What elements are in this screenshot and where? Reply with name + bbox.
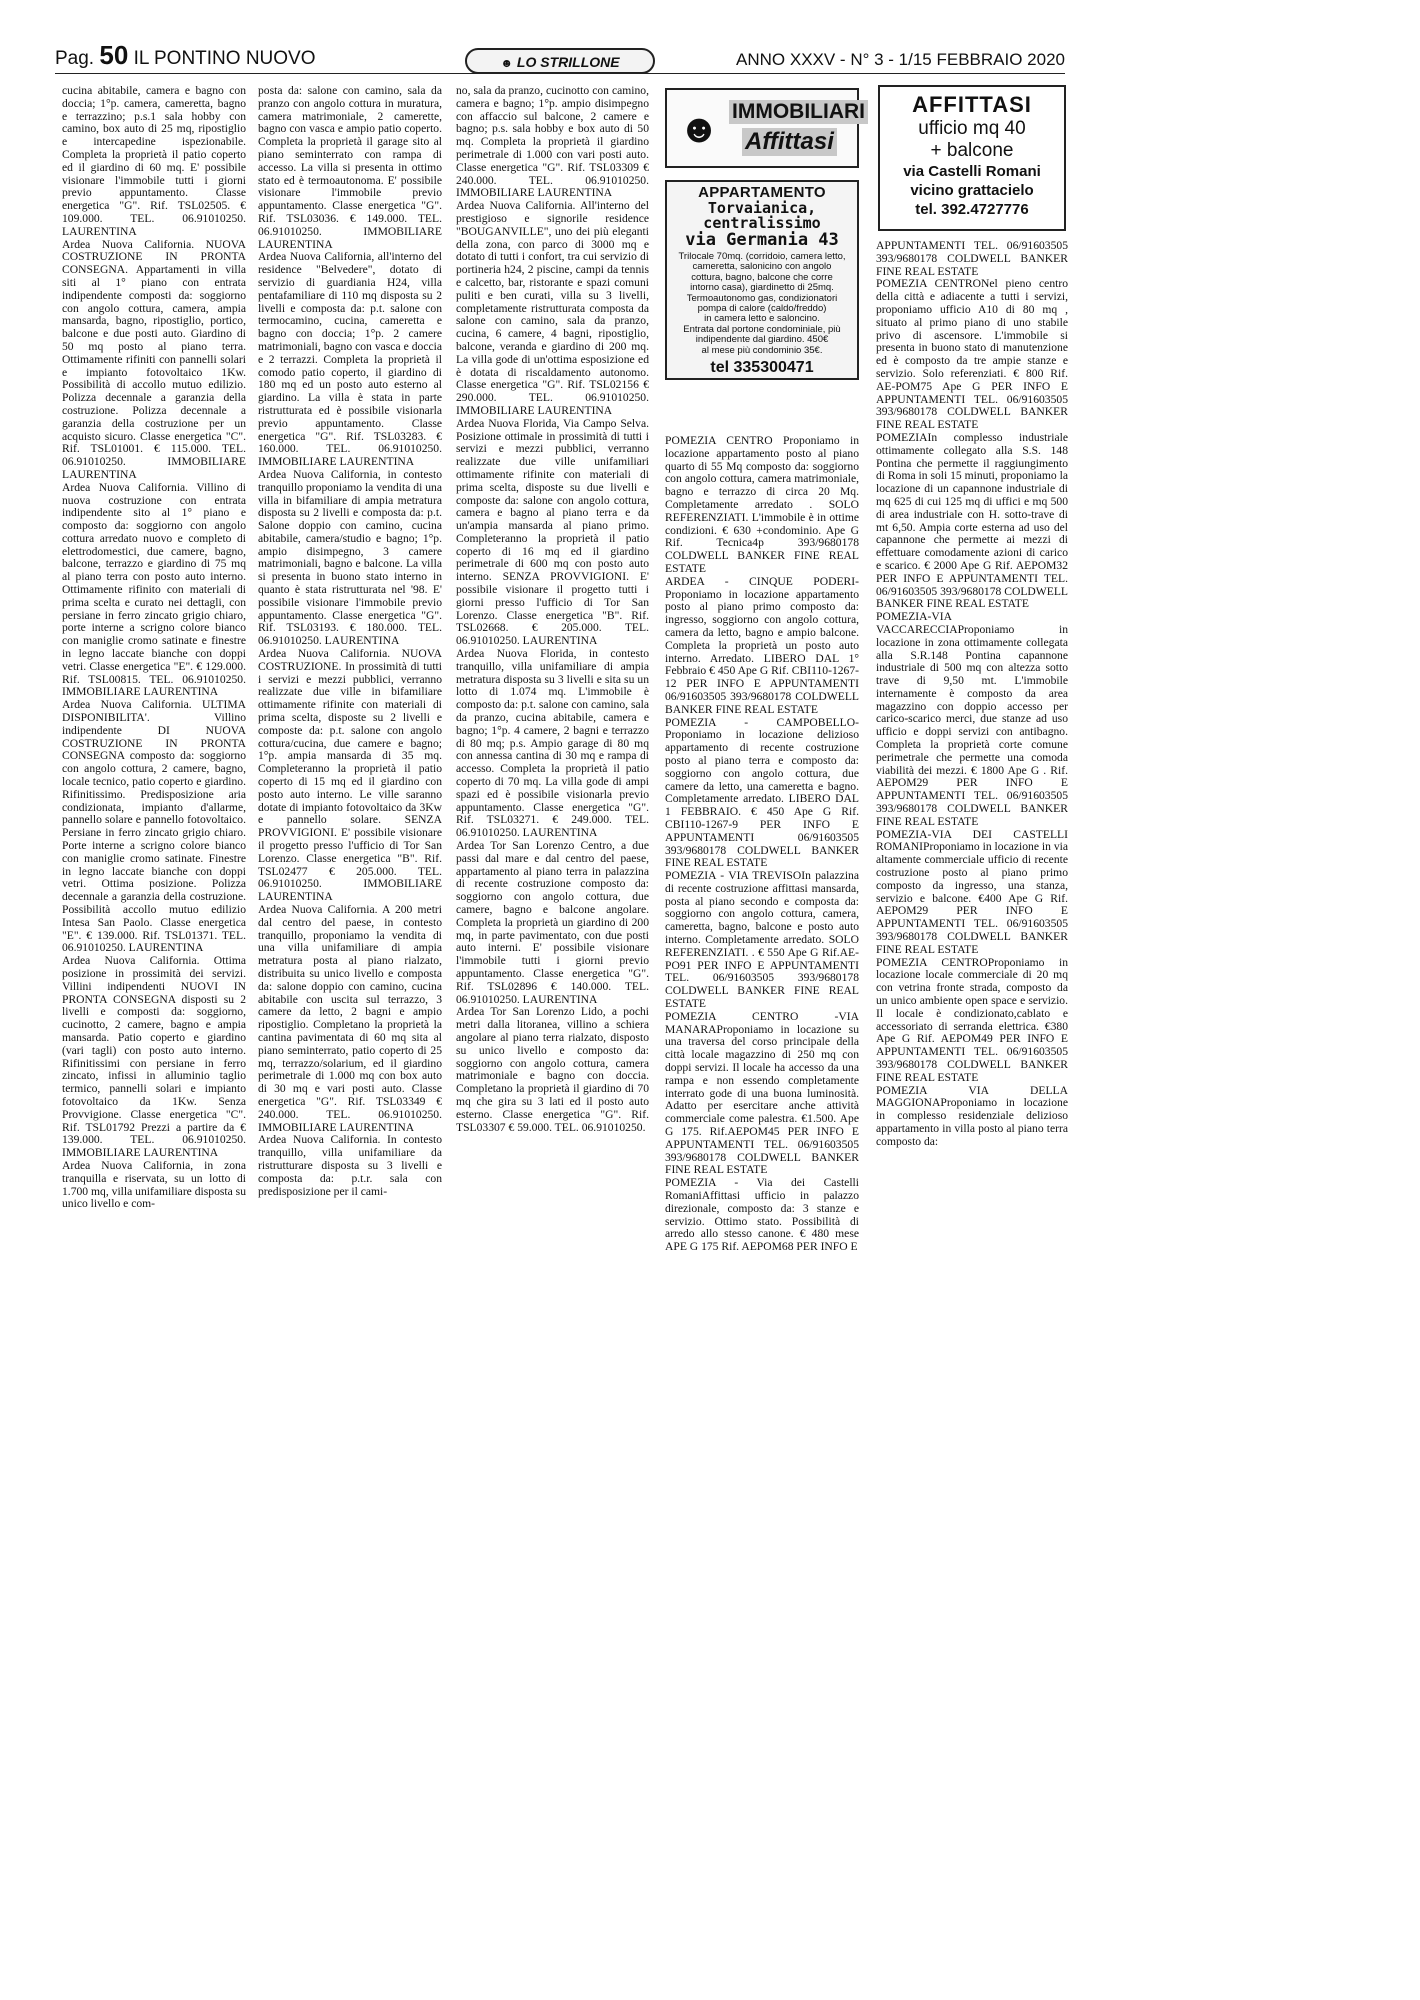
- strillone-logo: [465, 48, 655, 74]
- immobiliari-affittasi-banner: [665, 88, 865, 168]
- ad-phone: tel. 392.4727776: [915, 201, 1029, 218]
- ad-line-4: via Castelli Romani: [903, 163, 1041, 180]
- issue-info: ANNO XXXV - N° 3 - 1/15 FEBBRAIO 2020: [736, 50, 1065, 69]
- ad-description: Trilocale 70mq. (corridoio, camera letto, cameretta, salonicino con angolo cottura, bagno, balcone che corre intorno casa), giardinetto di 25mq. Termoautonomo gas, condizionatori pompa di calore (caldo/freddo) in camera letto e saloncino. Entrata dal portone condominiale, più indipendente dal giardino. 450€ al mese più condominio 35€.: [678, 251, 846, 356]
- ad-line-5: vicino grattacielo: [910, 182, 1034, 199]
- article-column-3: no, sala da pranzo, cucinotto con camino, camera e bagno; 1°p. ampio disimpegno con affaccio sul balcone, 2 camere e bagno; p.s. sala hobby e box auto di 50 mq. Completa la proprietà il giardino perimetrale di 1.000 con vari posti auto. Classe energetica "G". Rif. TSL03309 € 240.000. TEL. 06.91010250. IMMOBILIARE LAURENTINA Ardea Nuova California. All'interno del prestigioso e signorile residence "BOUGANVILLE", uno dei più eleganti della zona, con parco di 3000 mq e dotato di tutti i confort, tra cui servizio di portineria h24, 2 piscine, campi da tennis e calcetto, bar, ristorante e spazi comuni puliti e ben curati, villa su 3 livelli, completamente ristrutturata composta da salone con camino, sala da pranzo, cucina, 6 camere, 4 bagni, ripostiglio, balcone, veranda e giardino di 200 mq. La villa gode di un'ottima esposizione ed è dotata di riscaldamento autonomo. Classe energetica "G". Rif. TSL02156 € 290.000. TEL. 06.91010250. IMMOBILIARE LAURENTINA Ardea Nuova Florida, Via Campo Selva. Posizione ottimale in prossimità di tutti i servizi e mezzi pubblici, verranno realizzate due ville unifamiliari ottimamente rifinite con materiali di prima scelta, disposte su due livelli e composte da: salone con angolo cottura, camera e bagno al piano terra e da un'ampia mansarda al piano primo. Completeranno la proprietà il patio coperto di 16 mq ed il giardino perimetrale di 600 mq con posto auto interno. SENZA PROVVIGIONI. E' possibile visionare il progetto tutti i giorni presso l'ufficio di Tor San Lorenzo. Classe energetica "B". Rif. TSL02668. € 205.000. TEL. 06.91010250. LAURENTINA Ardea Nuova Florida, in contesto tranquillo, villa unifamiliare di ampia metratura disposta su 3 livelli e sita su un lotto di 1.074 mq. L'immobile è composto da: p.t. salone con camino, sala da pranzo, cucina abitabile, camera e bagno; 1°p. 4 camere, 2 bagni e terrazzo di 80 mq; p.s. Ampio garage di 80 mq con annessa cantina di 30 mq e rampa di accesso. Completa la proprietà il patio coperto di 70 mq. La villa gode di ampi spazi ed è possibile visionarla previo appuntamento. Classe energetica "G". Rif. TSL03271. € 249.000. TEL. 06.91010250. LAURENTINA Ardea Tor San Lorenzo Centro, a due passi dal mare e dal centro del paese, appartamento al piano terra in palazzina di recente costruzione composto da: soggiorno con angolo cottura, due camere, bagno e balcone angolare. Completa la proprietà un giardino di 200 mq, in parte pavimentato, con due posti auto interni. E' possibile visionare l'immobile tutti i giorni previo appuntamento. Classe energetica "G". Rif. TSL02896 € 140.000. TEL. 06.91010250. LAURENTINA Ardea Tor San Lorenzo Lido, a pochi metri dalla litoranea, villino a schiera angolare al piano terra rialzato, disposto su unico livello e composto da: soggiorno con angolo cottura, camera matrimoniale e bagno con doccia. Completano la proprietà il giardino di 70 mq che gira su 3 lati ed il posto auto esterno. Classe energetica "G". Rif. TSL03307 € 59.000. TEL. 06.91010250.: [456, 85, 649, 1134]
- page-number: 50: [99, 40, 129, 70]
- banner-subtitle: Affittasi: [742, 128, 837, 156]
- page-label: Pag.: [55, 48, 95, 69]
- ad-heading: AFFITTASI: [912, 92, 1032, 117]
- newsboy-figure-icon: ☻: [677, 106, 721, 151]
- article-column-2: posta da: salone con camino, sala da pranzo con angolo cottura in muratura, camera matrimoniale, 2 camerette, bagno con vasca e ampio patio coperto. Completa la proprietà il garage sito al piano seminterrato con rampa di accesso. La villa si presenta in ottimo stato ed è termoautonoma. E' possibile visionare l'immobile previo appuntamento. Classe energetica "G". Rif. TSL03036. € 149.000. TEL. 06.91010250. IMMOBILIARE LAURENTINA Ardea Nuova California, all'interno del residence "Belvedere", dotato di servizio di guardiania H24, villa pentafamiliare di 110 mq disposta su 2 livelli e composta da: p.t. salone con termocamino, cucina, cameretta e bagno con doccia; 1°p. 2 camere matrimoniali, bagno con vasca e doccia e 2 terrazzi. Completa la proprietà il comodo patio coperto, il giardino di 180 mq ed un posto auto esterno al giardino. La villa è stata in parte ristrutturata ed è possibile visionarla previo appuntamento. Classe energetica "G". Rif. TSL03283. € 160.000. TEL. 06.91010250. IMMOBILIARE LAURENTINA Ardea Nuova California, in contesto tranquillo proponiamo la vendita di una villa in bifamiliare di ampia metratura disposta su 2 livelli e composta da: p.t. Salone doppio con camino, cucina abitabile, camera/studio e bagno; 1°p. ampio disimpegno, 3 camere matrimoniali, bagno e balcone. La villa si presenta in buono stato interno in quanto è stata ristrutturata nel '98. E' possibile visionare l'immobile previo appuntamento. Classe energetica "G". Rif. TSL03193. € 180.000. TEL. 06.91010250. LAURENTINA Ardea Nuova California. NUOVA COSTRUZIONE. In prossimità di tutti i servizi e mezzi pubblici, verranno realizzate due ville in bifamiliare ottimamente rifinite con materiali di prima scelta, disposte su 2 livelli e composte da: p.t. salone con angolo cottura/cucina, due camere e bagno; 1°p. ampia mansarda di 35 mq. Completeranno la proprietà il patio coperto di 15 mq ed il giardino con posto auto interno. Le ville saranno dotate di impianto fotovoltaico da 3Kw e pannello solare. SENZA PROVVIGIONI. E' possibile visionare il progetto presso l'ufficio di Tor San Lorenzo. Classe energetica "B". Rif. TSL02477 € 205.000. TEL. 06.91010250. IMMOBILIARE LAURENTINA Ardea Nuova California. A 200 metri dal centro del paese, in contesto tranquillo, proponiamo la vendita di una villa unifamiliare di ampia metratura posta al piano rialzato, distribuita su unico livello e composta da: salone doppio con camino, cucina abitabile con uscita sul terrazzo, 3 camere da letto, 2 bagni e ampio ripostiglio. Completano la proprietà la cantina pavimentata di 60 mq sita al piano seminterrato, patio coperto di 25 mq, terrazzo/solarium, ed il giardino perimetrale di 1.000 mq con box auto di 30 mq e vari posti auto. Classe energetica "G". Rif. TSL03349 € 240.000. TEL. 06.91010250. IMMOBILIARE LAURENTINA Ardea Nuova California. In contesto tranquillo, villa unifamiliare da ristrutturare disposta su 3 livelli e composta da: p.t.r. sala con predisposizione per il cami-: [258, 85, 442, 1198]
- article-column-1: cucina abitabile, camera e bagno con doccia; 1°p. camera, cameretta, bagno e terrazzino; p.s.1 sala hobby con camino, box auto di 25 mq, ripostiglio e intercapedine ispezionabile. Completa la proprietà il patio coperto ed il giardino di 60 mq. E' possibile visionare l'immobile tutti i giorni previo appuntamento. Classe energetica "G". Rif. TSL02505. € 109.000. TEL. 06.91010250. LAURENTINA Ardea Nuova California. NUOVA COSTRUZIONE IN PRONTA CONSEGNA. Appartamenti in villa siti al 1° piano con entrata indipendente composti da: soggiorno con angolo cottura, camera, ampia mansarda, bagno, ripostiglio, portico, balcone e due posti auto. Giardino di 50 mq posto al piano terra. Ottimamente rifiniti con pannelli solari e impianto fotovoltaico 1Kw. Possibilità di accollo mutuo edilizio. Polizza decennale a garanzia della costruzione. Polizza decennale a garanzia della costruzione per un acquisto sicuro. Classe energetica "C". Rif. TSL01001. € 115.000. TEL. 06.91010250. IMMOBILIARE LAURENTINA Ardea Nuova California. Villino di nuova costruzione con entrata indipendente sito al 1° piano e composto da: soggiorno con angolo cottura arredato nuovo e completo di elettrodomestici, due camere, bagno, balcone, terrazzo e giardino di 75 mq al piano terra con posto auto interno. Ottimamente rifinito con materiali di prima scelta e curato nei dettagli, con persiane in ferro zincato grigio chiaro, porte interne a scrigno colore bianco con maniglie cromo satinate e finestre in legno laccate bianche con doppi vetri. Classe energetica "E". € 129.000. Rif. TSL00815. TEL. 06.91010250. IMMOBILIARE LAURENTINA Ardea Nuova California. ULTIMA DISPONIBILITA'. Villino indipendente DI NUOVA COSTRUZIONE IN PRONTA CONSEGNA composto da: soggiorno con angolo cottura, 2 camere, bagno, locale tecnico, patio coperto e giardino. Rifinitissimo. Predisposizione aria condizionata, impianto d'allarme, pannello solare e pannello fotovoltaico. Persiane in ferro zincato grigio chiaro. Porte interne a scrigno colore bianco con maniglie cromo satinate. Finestre in legno laccate bianche con doppi vetri. Ottima posizione. Polizza decennale a garanzia della costruzione. Possibilità accollo mutuo edilizio Intesa San Paolo. Classe energetica "E". € 139.000. Rif. TSL01371. TEL. 06.91010250. LAURENTINA Ardea Nuova California. Ottima posizione in prossimità dei servizi. Villini indipendenti NUOVI IN PRONTA CONSEGNA disposti su 2 livelli e composti da: soggiorno, cucinotto, 2 camere, bagno e ampia mansarda. Patio coperto e giardino (vari tagli) con posto auto interno. Rifinitissimi con persiane in ferro zincato, infissi in alluminio taglio termico, pannelli solari e impianto fotovoltaico da 1Kw. Senza Provvigione. Classe energetica "C". Rif. TSL01792 Prezzi a partire da € 139.000. TEL. 06.91010250. IMMOBILIARE LAURENTINA Ardea Nuova California, in zona tranquilla e riservata, su un lotto di 1.700 mq, villa unifamiliare disposta su unico livello e com-: [62, 85, 246, 1211]
- ad-phone: tel 335300471: [710, 359, 814, 377]
- ad-line-3: + balcone: [930, 140, 1014, 161]
- logo-text: LO STRILLONE: [516, 54, 620, 70]
- newsboy-icon: ☻: [500, 56, 514, 70]
- ad-address: via Germania 43: [685, 230, 839, 250]
- ad-location-2: centralissimo: [703, 214, 821, 232]
- header-left: [55, 40, 316, 71]
- affittasi-ufficio-ad: [878, 85, 1066, 231]
- page-header: [55, 40, 1065, 74]
- article-column-5: APPUNTAMENTI TEL. 06/91603505 393/9680178 COLDWELL BANKER FINE REAL ESTATE POMEZIA CENTRONel pieno centro della città e adiacente a tutti i servizi, proponiamo ufficio A10 di 80 mq , situato al primo piano di uno stabile privo di ascensore. L'immobile si presenta in buono stato di manutenzione ed è composto da tre ampie stanze e servizio. Solo referenziati. € 800 Rif. AE-POM75 Ape G PER INFO E APPUNTAMENTI TEL. 06/91603505 393/9680178 COLDWELL BANKER FINE REAL ESTATE POMEZIAIn complesso industriale ottimamente collegato alla S.S. 148 Pontina che permette il raggiungimento di Roma in soli 15 minuti, proponiamo la locazione di un capannone industriale di mq 625 di cui 125 mq di uffici e mq 500 di area industriale con H. sotto-trave di mt 6,50. Ampia corte esterna ad uso del capannone che permette ai mezzi di effettuare comodamente azioni di carico e scarico. € 2000 Ape G Rif. AEPOM32 PER INFO E APPUNTAMENTI TEL. 06/91603505 393/9680178 COLDWELL BANKER FINE REAL ESTATE POMEZIA-VIA VACCARECCIAProponiamo in locazione in zona ottimamente collegata alla S.R.148 Pontina capannone industriale di 500 mq con altezza sotto trave di 9,50 mt. L'immobile internamente è composto da area magazzino con doppio accesso per carico-scarico merci, due stanze ad uso ufficio e doppi servizi con antibagno. Completa la proprietà corte comune perimetrale che permette una comoda viabilità dei mezzi. € 1800 Ape G . Rif. AEPOM29 PER INFO E APPUNTAMENTI TEL. 06/91603505 393/9680178 COLDWELL BANKER FINE REAL ESTATE POMEZIA-VIA DEI CASTELLI ROMANIProponiamo in locazione in via altamente commerciale ufficio di recente costruzione posto al piano primo composto da ingresso, una stanza, servizio e balcone. €400 Ape G Rif. AEPOM29 PER INFO E APPUNTAMENTI TEL. 06/91603505 393/9680178 COLDWELL BANKER FINE REAL ESTATE POMEZIA CENTROProponiamo in locazione locale commerciale di 20 mq con vetrina fronte strada, composto da un unico ambiente open space e servizio. Il locale è condizionato,cablato e accessoriato di serranda elettrica. €380 Ape G Rif. AEPOM49 PER INFO E APPUNTAMENTI TEL. 06/91603505 393/9680178 COLDWELL BANKER FINE REAL ESTATE POMEZIA VIA DELLA MAGGIONAProponiamo in locazione in complesso residenziale delizioso appartamento in villa posto al piano terra composto da:: [876, 240, 1068, 1148]
- ad-line-2: ufficio mq 40: [918, 118, 1026, 139]
- banner-title: IMMOBILIARI: [729, 100, 868, 124]
- paper-name: IL PONTINO NUOVO: [133, 48, 316, 69]
- ad-title: APPARTAMENTO: [698, 184, 826, 201]
- appartamento-ad: [665, 180, 859, 380]
- ad-location-1: Torvaianica,: [707, 199, 817, 217]
- article-column-4: POMEZIA CENTRO Proponiamo in locazione appartamento posto al piano quarto di 55 Mq composto da: soggiorno con angolo cottura, camera matrimoniale, bagno e terrazzo di circa 20 Mq. Completamente arredato . SOLO REFERENZIATI. L'immobile è in ottime condizioni. € 630 +condominio. Ape G Rif. Tecnica4p 393/9680178 COLDWELL BANKER FINE REAL ESTATE ARDEA - CINQUE PODERI- Proponiamo in locazione appartamento posto al piano primo composto da: ingresso, soggiorno con angolo cottura, camera da letto, bagno e ampio balcone. Completa la proprietà un posto auto interno. Arredato. LIBERO DAL 1° Febbraio € 450 Ape G Rif. CBI110-1267-12 PER INFO E APPUNTAMENTI 06/91603505 393/9680178 COLDWELL BANKER FINE REAL ESTATE POMEZIA - CAMPOBELLO- Proponiamo in locazione delizioso appartamento di recente costruzione posto al piano terra e composto da: soggiorno con angolo cottura, due camere da letto, una cameretta e bagno. Completamente arredato. LIBERO DAL 1 FEBBRAIO. € 450 Ape G Rif. CBI110-1267-9 PER INFO E APPUNTAMENTI 06/91603505 393/9680178 COLDWELL BANKER FINE REAL ESTATE POMEZIA - VIA TREVISOIn palazzina di recente costruzione affittasi mansarda, posta al piano secondo e composta da: soggiorno con angolo cottura, camera, cameretta, bagno, balcone e posto auto interno. Completamente arredato. SOLO REFERENZIATI. . € 550 Ape G Rif.AE-PO91 PER INFO E APPUNTAMENTI TEL. 06/91603505 393/9680178 COLDWELL BANKER FINE REAL ESTATE POMEZIA CENTRO -VIA MANARAProponiamo in locazione su una traversa del corso principale della città locale magazzino di 250 mq con doppi servizi. Il locale ha accesso da una rampa e non essendo completamente interrato gode di una buona luminosità. Adatto per esercitare anche attività commerciale come palestra. €1.500. Ape G 175. Rif.AEPOM45 PER INFO E APPUNTAMENTI TEL. 06/91603505 393/9680178 COLDWELL BANKER FINE REAL ESTATE POMEZIA - Via dei Castelli RomaniAffittasi ufficio in palazzo direzionale, composto da: 3 stanze e servizio. Ottimo stato. Possibilità di arredo allo stesso canone. € 480 mese APE G 175 Rif. AEPOM68 PER INFO E: [665, 435, 859, 1254]
